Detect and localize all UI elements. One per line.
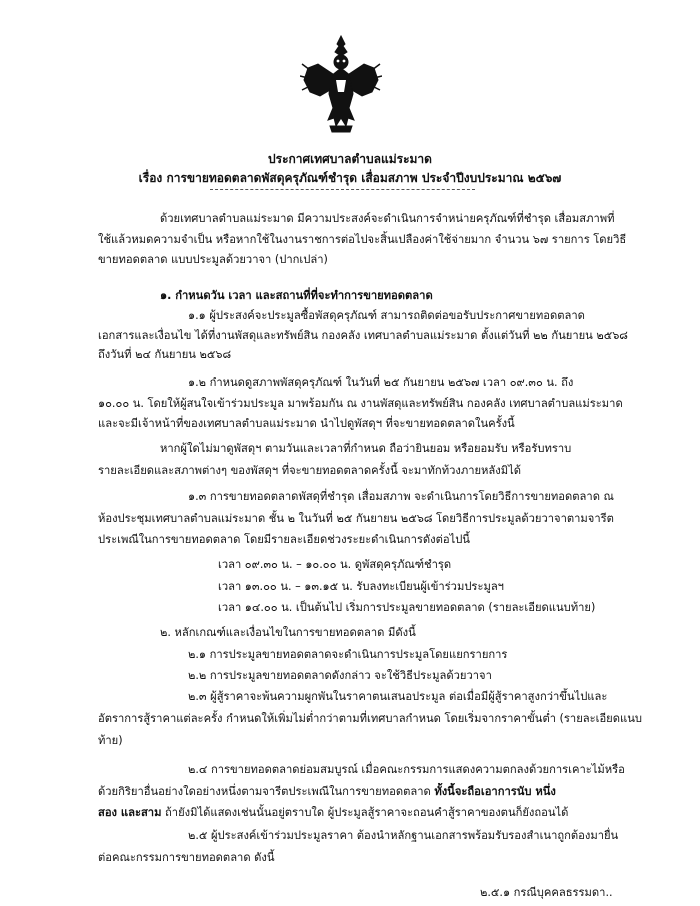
body-line: ถึงวันที่ ๒๔ กันยายน ๒๕๖๘ xyxy=(98,348,232,361)
emphasis-text: สอง และสาม xyxy=(98,806,162,819)
body-line: ต่อคณะกรรมการขายทอดตลาด ดังนี้ xyxy=(98,851,275,864)
section-2-heading: ๒. หลักเกณฑ์และเงื่อนไขในการขายทอดตลาด มีดังนี้ xyxy=(160,626,416,639)
body-line: รายละเอียดและสภาพต่างๆ ของพัสดุฯ ที่จะขายทอดตลาดครั้งนี้ จะมาทักท้วงภายหลังมิได้ xyxy=(98,464,521,477)
announcement-subject: เรื่อง การขายทอดตลาดพัสดุครุภัณฑ์ชำรุด เสื่อมสภาพ ประจำปีงบประมาณ ๒๕๖๗ xyxy=(138,171,562,185)
body-line: ๒.๒ การประมูลขายทอดตลาดดังกล่าว จะใช้วิธีประมูลด้วยวาจา xyxy=(188,669,492,682)
emphasis-text: ทั้งนี้จะถือเอาการนับ หนึ่ง xyxy=(434,785,556,798)
body-line: ๒.๔ การขายทอดตลาดย่อมสมบูรณ์ เมื่อคณะกรรมการแสดงความตกลงด้วยการเคาะไม้หรือ xyxy=(188,763,625,776)
schedule-line: เวลา ๐๙.๓๐ น. – ๑๐.๐๐ น. ดูพัสดุครุภัณฑ์ชำรุด xyxy=(218,558,452,571)
body-line: เอกสารและเงื่อนไข ได้ที่งานพัสดุและทรัพย์สิน กองคลัง เทศบาลตำบลแม่ระมาด ตั้งแต่วันที่ ๒๒ กันยายน ๒๕๖๘ xyxy=(98,329,628,342)
schedule-line: เวลา ๑๓.๐๐ น. – ๑๓.๑๕ น. รับลงทะเบียนผู้เข้าร่วมประมูลฯ xyxy=(218,580,504,593)
body-line: ห้องประชุมเทศบาลตำบลแม่ระมาด ชั้น ๒ ในวันที่ ๒๕ กันยายน ๒๕๖๘ โดยวิธีการประมูลด้วยวาจาตามจารีต xyxy=(98,512,614,525)
continued-marker: ๒.๕.๑ กรณีบุคคลธรรมดา.. xyxy=(480,886,613,899)
body-line: หากผู้ใดไม่มาดูพัสดุฯ ตามวันและเวลาที่กำหนด ถือว่ายินยอม หรือยอมรับ หรือรับทราบ xyxy=(160,442,572,455)
body-text: ด้วยกิริยาอื่นอย่างใดอย่างหนึ่งตามจารีตประเพณีในการขายทอดตลาด xyxy=(98,785,435,798)
body-line: ๑.๑ ผู้ประสงค์จะประมูลซื้อพัสดุครุภัณฑ์ สามารถติดต่อขอรับประกาศขายทอดตลาด xyxy=(188,309,585,322)
body-line: ๒.๑ การประมูลขายทอดตลาดจะดำเนินการประมูลโดยแยกรายการ xyxy=(188,648,508,661)
body-line: ๒.๓ ผู้สู้ราคาจะพ้นความผูกพันในราคาตนเสนอประมูล ต่อเมื่อมีผู้สู้ราคาสูงกว่าขึ้นไปและ xyxy=(188,690,608,703)
body-line: อัตราการสู้ราคาแต่ละครั้ง กำหนดให้เพิ่มไม่ต่ำกว่าตามที่เทศบาลกำหนด โดยเริ่มจากราคาขั้นต่ำ (รายละเอียดแนบ xyxy=(98,712,642,725)
body-line: และจะมีเจ้าหน้าที่ของเทศบาลตำบลแม่ระมาด นำไปดูพัสดุฯ ที่จะขายทอดตลาดในครั้งนี้ xyxy=(98,417,515,430)
body-line xyxy=(98,785,556,799)
body-line: ใช้แล้วหมดความจำเป็น หรือหากใช้ในงานราชการต่อไปจะสิ้นเปลืองค่าใช้จ่ายมาก จำนวน ๖๗ รายการ โดยวิธี xyxy=(98,233,627,246)
divider xyxy=(210,189,475,190)
body-line: ๑.๒ กำหนดดูสภาพพัสดุครุภัณฑ์ ในวันที่ ๒๕ กันยายน ๒๕๖๗ เวลา ๐๙.๓๐ น. ถึง xyxy=(188,376,574,389)
section-1-heading: ๑. กำหนดวัน เวลา และสถานที่ที่จะทำการขายทอดตลาด xyxy=(160,289,433,302)
body-text: ถ้ายังมิได้แสดงเช่นนั้นอยู่ตราบใด ผู้ประมูลสู้ราคาจะถอนคำสู้ราคาของตนก็ยังถอนได้ xyxy=(161,806,569,819)
body-line: ๑.๓ การขายทอดตลาดพัสดุที่ชำรุด เสื่อมสภาพ จะดำเนินการโดยวิธีการขายทอดตลาด ณ xyxy=(188,490,614,503)
body-line: ๒.๕ ผู้ประสงค์เข้าร่วมประมูลราคา ต้องนำหลักฐานเอกสารพร้อมรับรองสำเนาถูกต้องมายื่น xyxy=(188,829,619,842)
announcement-title: ประกาศเทศบาลตำบลแม่ระมาด xyxy=(268,152,432,166)
body-line: ขายทอดตลาด แบบประมูลด้วยวาจา (ปากเปล่า) xyxy=(98,253,328,266)
body-line: ๑๐.๐๐ น. โดยให้ผู้สนใจเข้าร่วมประมูล มาพร้อมกัน ณ งานพัสดุและทรัพย์สิน กองคลัง เทศบาลตำบลแม่ระมาด xyxy=(98,397,623,410)
schedule-line: เวลา ๑๔.๐๐ น. เป็นต้นไป เริ่มการประมูลขายทอดตลาด (รายละเอียดแนบท้าย) xyxy=(218,601,596,614)
body-line xyxy=(98,806,568,820)
body-line: ท้าย) xyxy=(98,734,123,747)
body-line: ประเพณีในการขายทอดตลาด โดยมีรายละเอียดช่วงระยะดำเนินการดังต่อไปนี้ xyxy=(98,533,470,546)
body-line: ด้วยเทศบาลตำบลแม่ระมาด มีความประสงค์จะดำเนินการจำหน่ายครุภัณฑ์ที่ชำรุด เสื่อมสภาพที่ xyxy=(160,212,615,225)
garuda-emblem-icon xyxy=(300,34,382,134)
